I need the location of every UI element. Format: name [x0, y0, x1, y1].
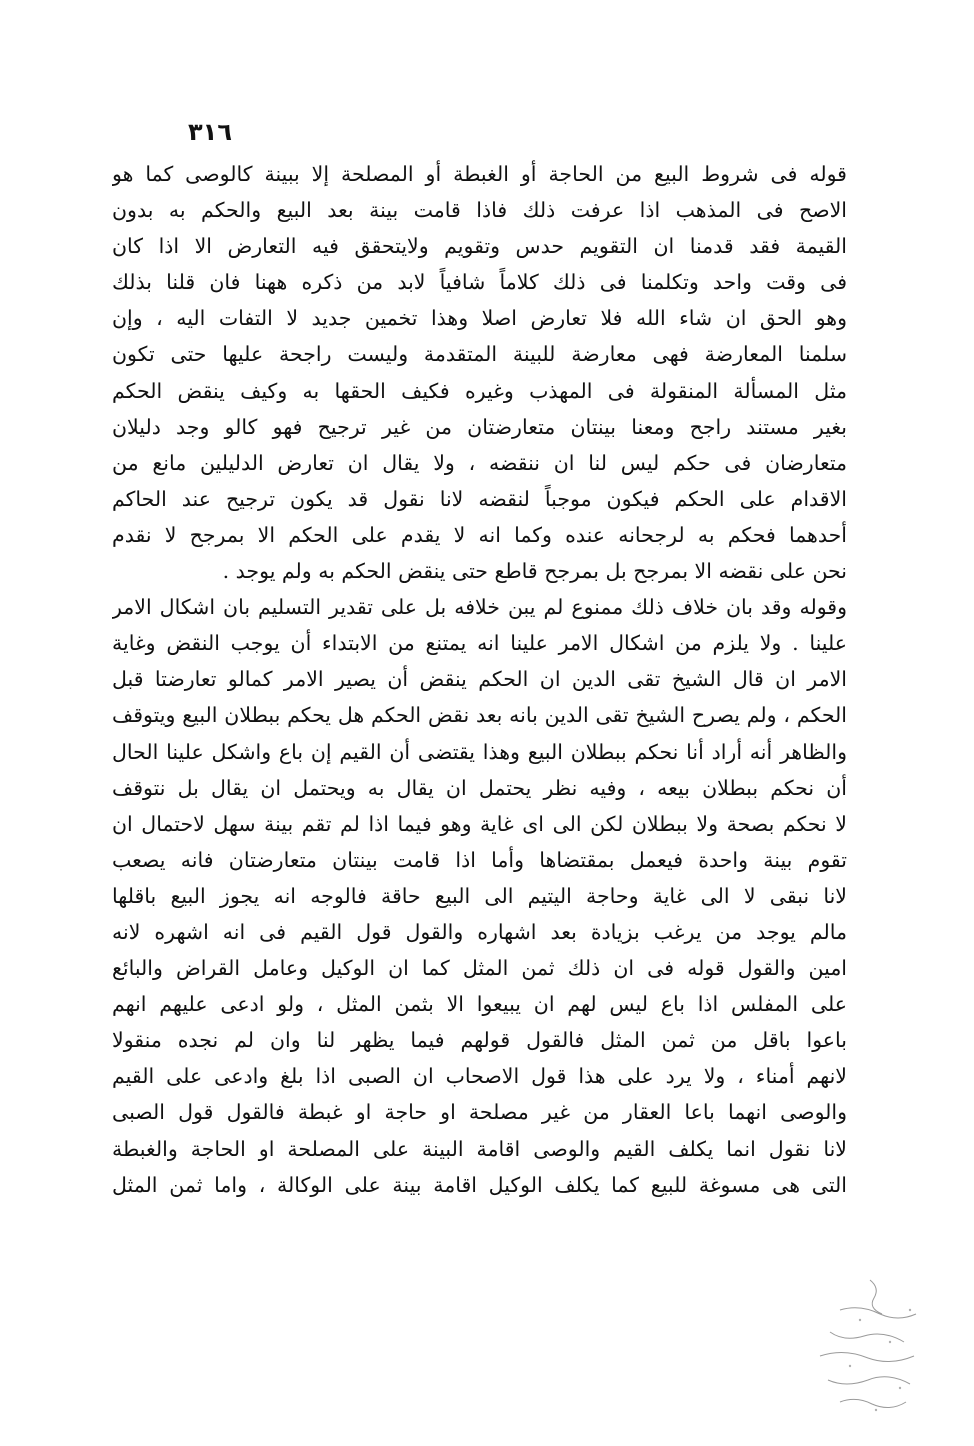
text-line: أن نحكم ببطلان بيعه ، وفيه نظر يحتمل ان يقال به ويحتمل ان يقال بل نتوقف [112, 775, 847, 800]
text-line: التى هى مسوغة للبيع كما يكلف الوكيل اقامة بينة على الوكالة ، واما ثمن المثل [112, 1172, 847, 1197]
text-line: متعارضان فى حكم ليس لنا ان ننقضه ، ولا يقال ان تعارض الدليلين مانع من [112, 450, 847, 475]
text-line: والوصى انهما باعا العقار من غير مصلحة او حاجة او غبطة فالقول قول الصبى [112, 1100, 847, 1125]
text-line: أحدهما فحكم به لرجحانه عنده وكما انه لا يقدم على الحكم الا بمرجح لا نقدم [112, 522, 847, 547]
text-line: لانا نبقى لا الى غاية وحاجة اليتيم الى البيع حاقة فالوجه انه يجوز البيع باقلها [112, 883, 847, 908]
text-line: لانهم أمناء ، ولا يرد على هذا قول الاصحاب ان الصبى اذا بلغ وادعى على القيم [112, 1064, 847, 1089]
text-line: امين والقول قوله فى ان ذلك ثمن المثل كما ان الوكيل وعامل القراض والبائع [112, 956, 847, 981]
text-line: مثل المسألة المنقولة فى المهذب وغيره فكيف الحقها به وكيف ينقض الحكم [112, 378, 847, 403]
text-line: باعوا باقل من ثمن المثل فالقول قولهم فيما يظهر لنا وان لم نجده منقولا [112, 1028, 847, 1053]
text-line: سلمنا المعارضة فهى معارضة للبينة المتقدمة وليست راجحة عليها حتى تكون [112, 342, 847, 367]
margin-handwriting [800, 1270, 950, 1430]
page-number-text: ٣١٦ [188, 118, 232, 146]
text-line: الاقدام على الحكم فيكون موجباً لنقضه لانا نقول قد يكون ترجيح عند الحاكم [112, 486, 847, 511]
text-line: مالم يوجد من يرغب بزيادة بعد اشهاره والقول قول القيم فى انه اشهره لانه [112, 919, 847, 944]
text-line: بغير مستند راجح ومعنا بينتان متعارضتان من غير ترجيح فهو كالو وجد دليلان [112, 414, 847, 439]
text-line: وقوله وقد بان خلاف ذلك ممنوع لم يبن خلافه بل على تقدير التسليم بان اشكال الامر [112, 595, 847, 620]
text-line: القيمة فقد قدمنا ان التقويم حدس وتقويم ولايتحقق فيه التعارض الا اذا كان [112, 234, 847, 259]
text-line: والظاهر أنه أراد أنا نحكم ببطلان البيع وهذا يقتضى أن القيم إن باع واشكل علينا الحال [112, 739, 847, 764]
text-line: نحن على نقضه الا بمرجح بل بمرجح قاطع حتى ينقض الحكم به ولم يوجد . [222, 559, 847, 584]
text-line: علينا . ولا يلزم من اشكال الامر علينا انه يمتنع من الابتداء أن يوجب النقض وغاية [112, 631, 847, 656]
text-line: لانا نقول انما يكلف القيم والوصى اقامة البينة على المصلحة او الحاجة والغبطة [112, 1136, 847, 1161]
body-text [112, 156, 847, 1203]
text-line: وهو الحق ان شاء الله فلا تعارض اصلا وهذا تخمين جديد لا التفات اليه ، وإن [112, 306, 847, 331]
text-line: قوله فى شروط البيع من الحاجة أو الغبطة أو المصلحة إلا ببينة كالوصى كما هو [112, 162, 847, 186]
text-line: الحكم ، ولم يصرح الشيخ تقى الدين بانه بعد نقض الحكم هل يحكم ببطلان البيع ويتوقف [112, 703, 847, 728]
text-line: تقوم بينة واحدة فيعمل بمقتضاها وأما اذا قامت بينتان متعارضتان فانه يصعب [112, 847, 847, 872]
text-line: الاصح فى المذهب اذا عرفت ذلك فاذا قامت بينة بعد البيع والحكم به بدون [112, 198, 847, 223]
page-number [150, 118, 770, 146]
text-line: الامر ان قال الشيخ تقى الدين ان الحكم ينقض أن يصير الامر كمالو تعارضتا قبل [112, 667, 847, 692]
text-line: فى وقت واحد وتكلمنا فى ذلك كلاماً شافياً لابد من ذكره ههنا فان قلنا بذلك [112, 270, 847, 295]
text-line: على المفلس اذا باع ليس لهم ان يبيعوا الا بثمن المثل ، ولو ادعى عليهم انهم [112, 992, 847, 1017]
text-line: لا نحكم بصحة ولا ببطلان لكن الى اى غاية وهو فيما اذا لم تقم بينة سهل لاحتمال ان [112, 811, 847, 836]
